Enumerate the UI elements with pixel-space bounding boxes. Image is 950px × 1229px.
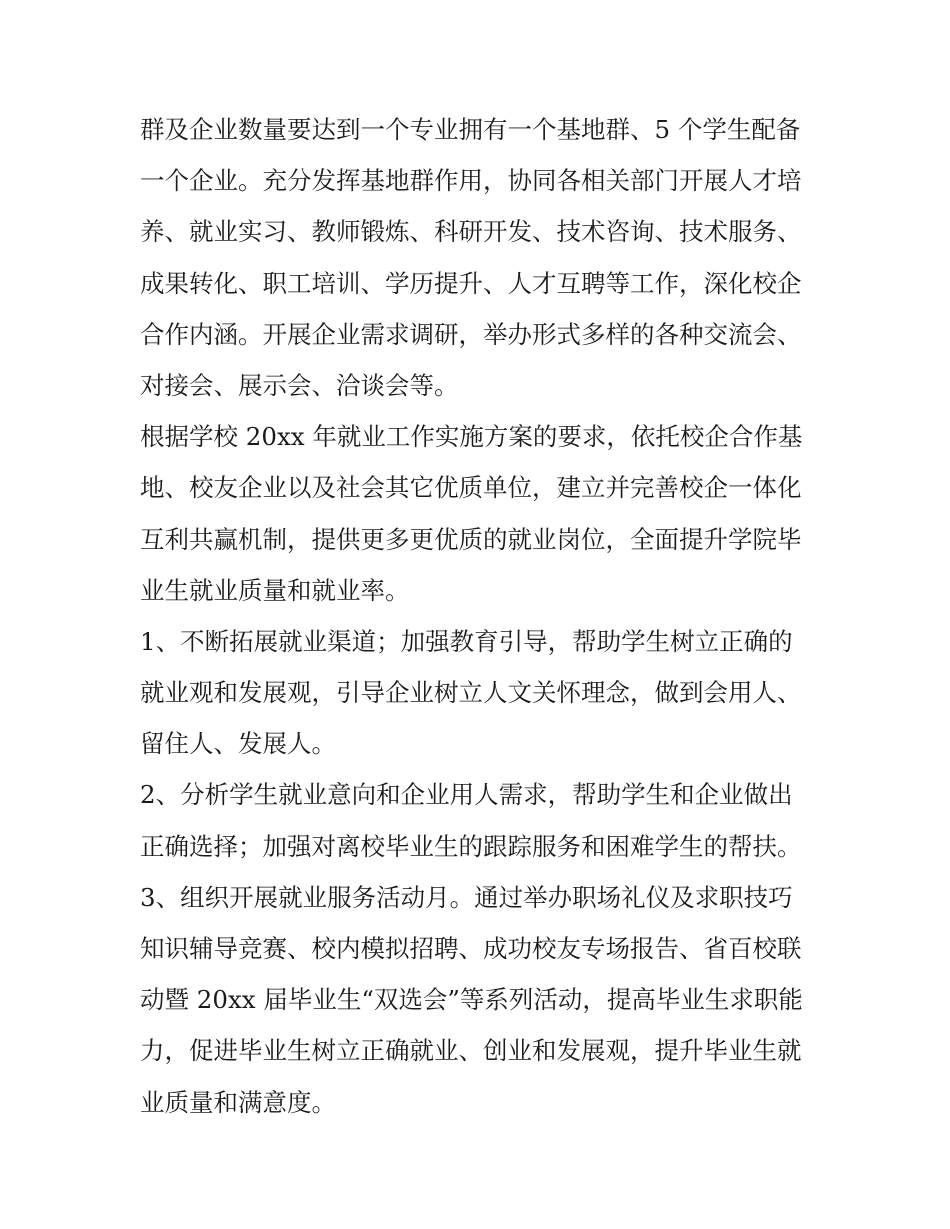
text-line: 2、分析学生就业意向和企业用人需求，帮助学生和企业做出 (140, 780, 793, 810)
text-line: 养、就业实习、教师锻炼、科研开发、技术咨询、技术服务、 (140, 217, 802, 247)
text-line: 一个企业。充分发挥基地群作用，协同各相关部门开展人才培 (140, 166, 802, 196)
text-line: 动暨 20xx 届毕业生“双选会”等系列活动，提高毕业生求职能 (140, 985, 803, 1015)
text-line: 合作内涵。开展企业需求调研，举办形式多样的各种交流会、 (140, 319, 802, 349)
text-line: 业质量和满意度。 (140, 1087, 336, 1117)
text-line: 留住人、发展人。 (140, 729, 336, 759)
body-text (140, 104, 816, 1128)
text-line: 力，促进毕业生树立正确就业、创业和发展观，提升毕业生就 (140, 1036, 802, 1066)
text-line: 知识辅导竞赛、校内模拟招聘、成功校友专场报告、省百校联 (140, 934, 802, 963)
text-line: 根据学校 20xx 年就业工作实施方案的要求，依托校企合作基 (140, 422, 803, 452)
text-line: 1、不断拓展就业渠道；加强教育引导，帮助学生树立正确的 (140, 626, 793, 656)
text-line: 对接会、展示会、洽谈会等。 (140, 370, 459, 400)
text-line: 互利共赢机制，提供更多更优质的就业岗位，全面提升学院毕 (140, 524, 802, 554)
text-line: 业生就业质量和就业率。 (140, 575, 410, 605)
text-line: 地、校友企业以及社会其它优质单位，建立并完善校企一体化 (140, 473, 802, 503)
text-line: 3、组织开展就业服务活动月。通过举办职场礼仪及求职技巧 (140, 882, 793, 912)
text-line: 成果转化、职工培训、学历提升、人才互聘等工作，深化校企 (140, 268, 802, 298)
text-line: 群及企业数量要达到一个专业拥有一个基地群、5 个学生配备 (140, 115, 801, 144)
text-line: 就业观和发展观，引导企业树立人文关怀理念，做到会用人、 (140, 678, 802, 708)
text-line: 正确选择；加强对离校毕业生的跟踪服务和困难学生的帮扶。 (140, 831, 802, 861)
